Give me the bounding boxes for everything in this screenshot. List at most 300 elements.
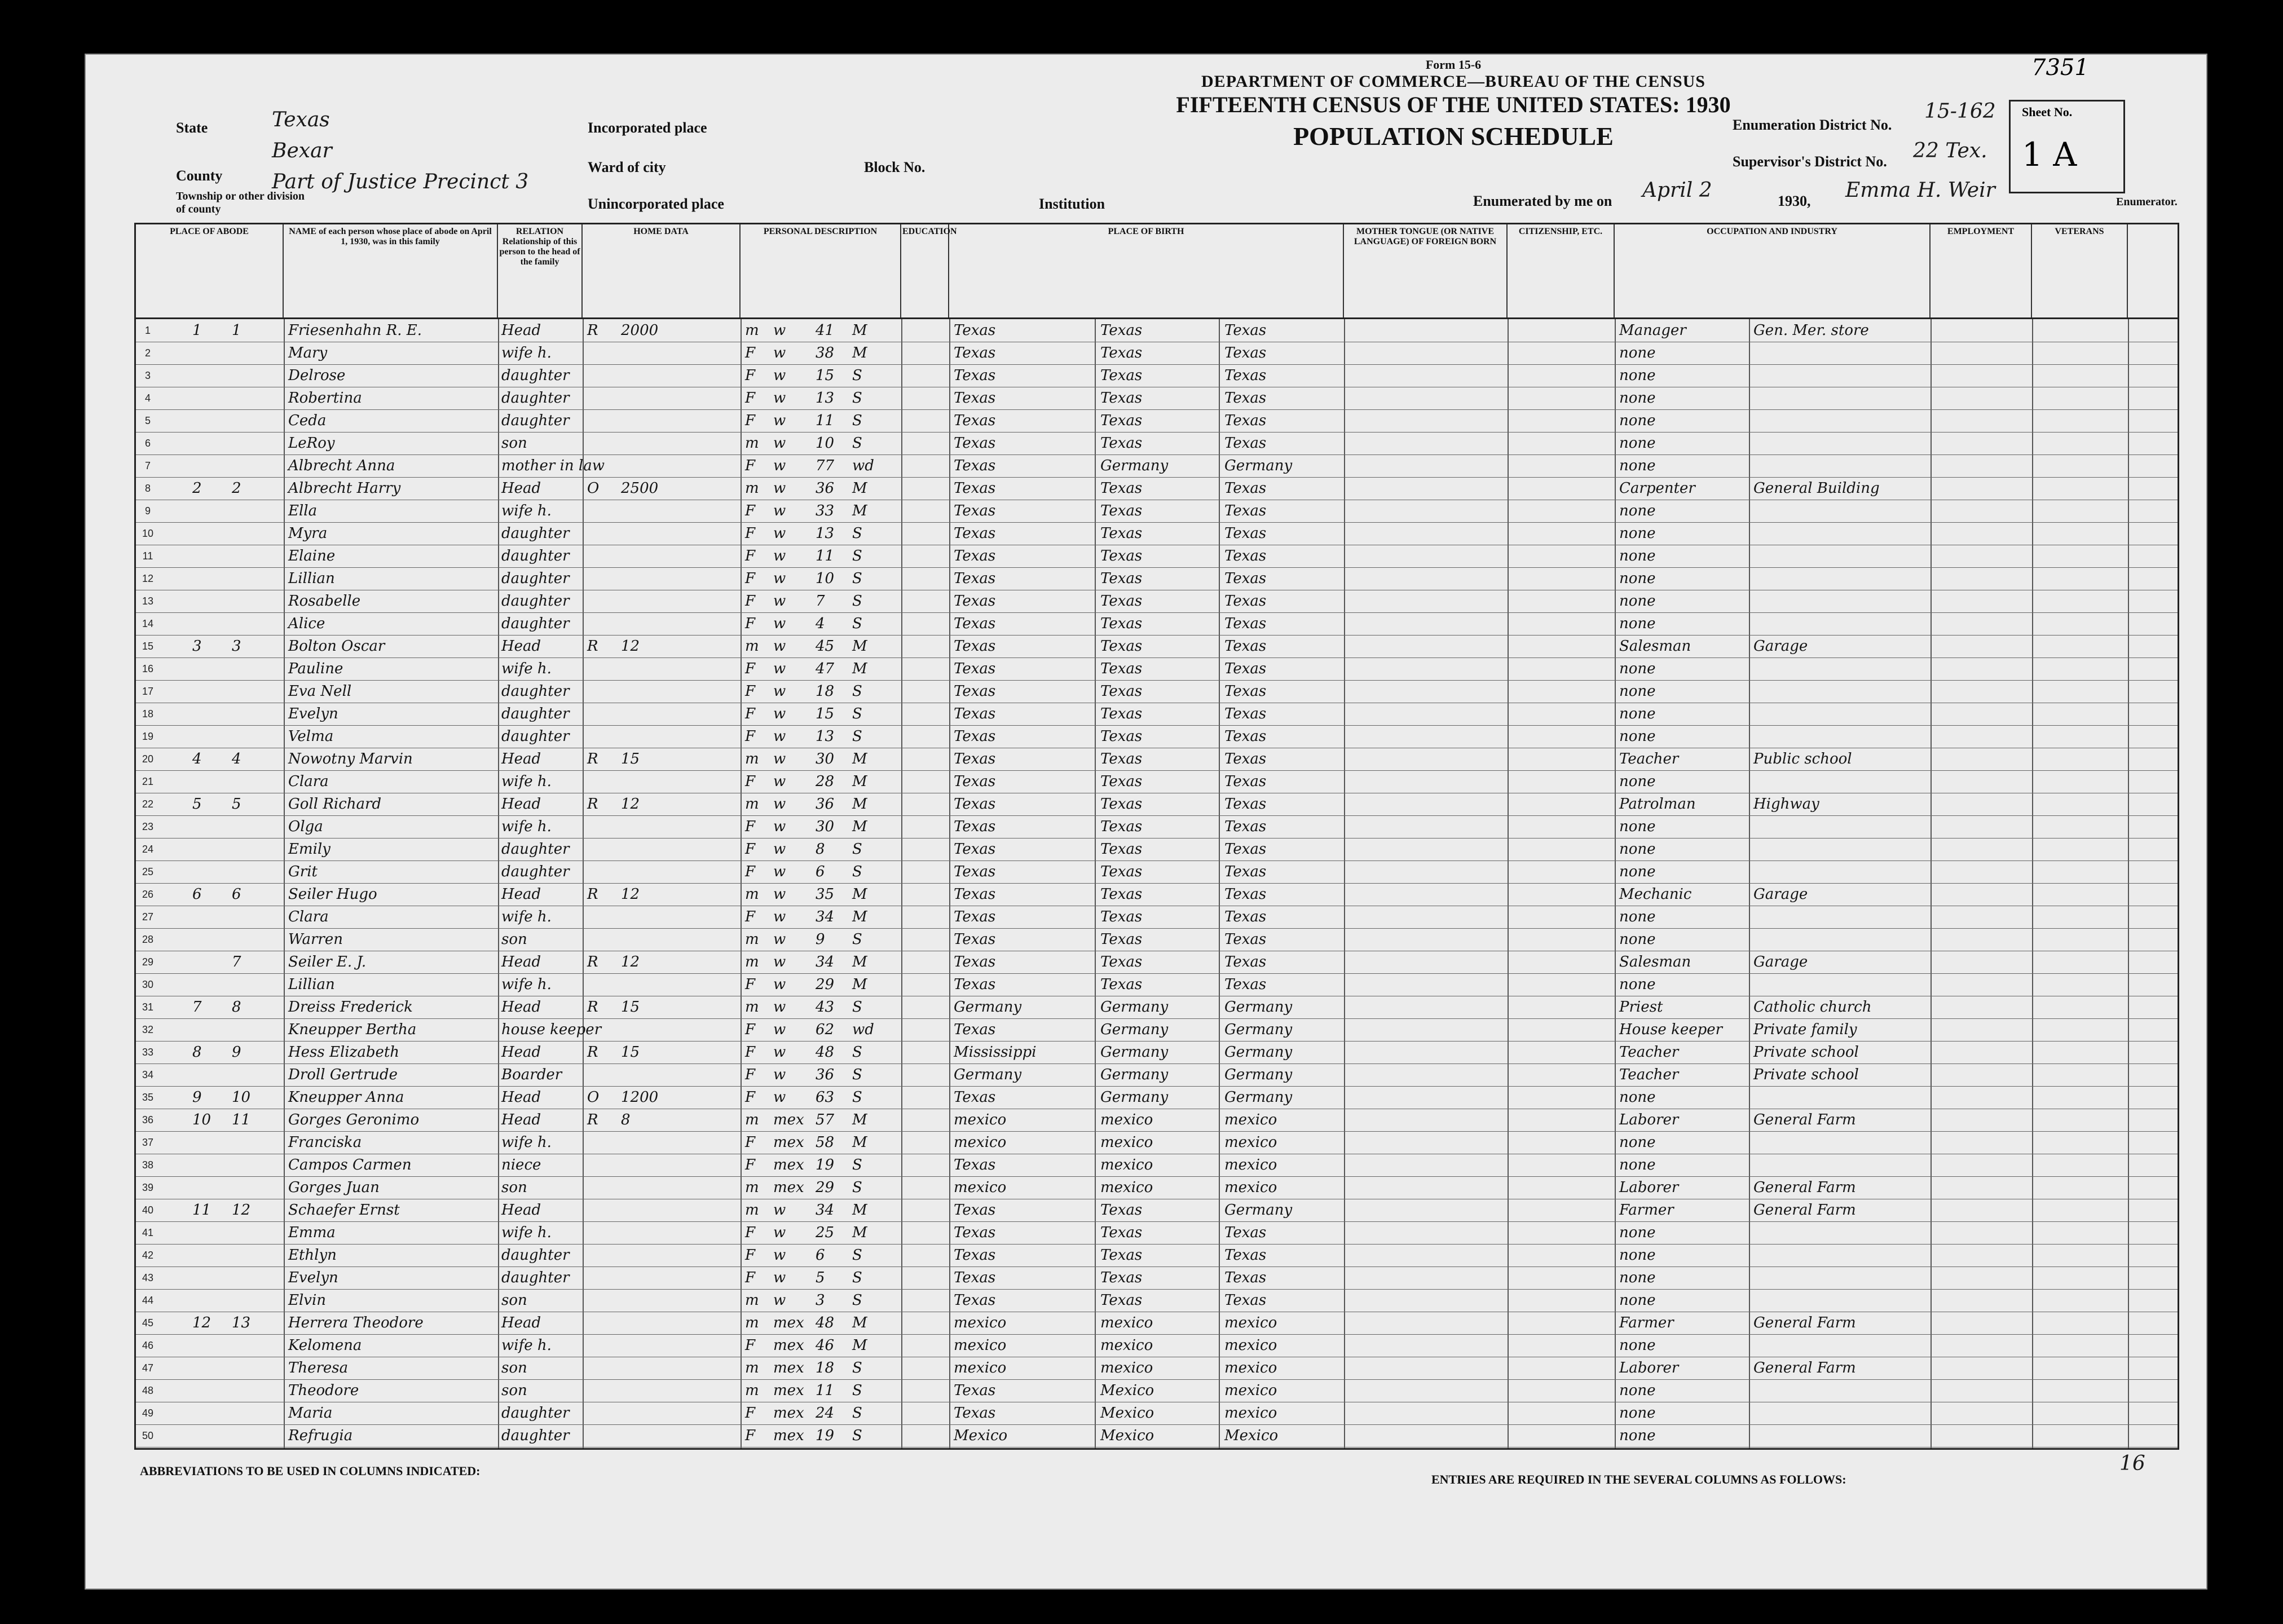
cell-line: 25 <box>142 866 154 877</box>
cell-mpob: Texas <box>1224 976 1267 993</box>
cell-race: w <box>773 525 786 542</box>
cell-mar: S <box>852 728 862 745</box>
cell-ind <box>1753 906 1928 928</box>
cell-mar: S <box>852 841 862 858</box>
cell-name: Bolton Oscar <box>288 638 385 655</box>
cell-dw: 9 <box>192 1089 202 1106</box>
cell-race: w <box>773 322 786 339</box>
cell-name: Grit <box>288 863 318 880</box>
cell-age: 9 <box>816 931 825 948</box>
cell-mar: S <box>852 412 862 429</box>
cell-name: Ethlyn <box>288 1247 337 1264</box>
cell-race: w <box>773 480 786 497</box>
cell-age: 41 <box>816 322 835 339</box>
table-row <box>136 996 2178 1019</box>
cell-ind <box>1753 1086 1928 1109</box>
cell-line: 37 <box>142 1137 154 1148</box>
table-row <box>136 612 2178 636</box>
cell-name: Schaefer Ernst <box>288 1202 400 1219</box>
page-number: 54 <box>2212 148 2234 174</box>
cell-mar: S <box>852 593 862 610</box>
cell-mpob: Texas <box>1224 660 1267 677</box>
cell-race: mex <box>773 1179 804 1196</box>
cell-line: 6 <box>144 438 151 449</box>
cell-ind <box>1753 1131 1928 1154</box>
cell-sex: m <box>745 1202 759 1219</box>
cell-occ: none <box>1619 1269 1656 1286</box>
cell-line: 46 <box>142 1340 154 1351</box>
cell-race: w <box>773 660 786 677</box>
cell-tenure: O <box>587 480 600 497</box>
sheet-number-label: Sheet No. <box>2022 105 2073 119</box>
cell-fpob: Texas <box>1100 818 1143 835</box>
cell-ind: General Farm <box>1753 1111 1856 1128</box>
cell-pob: Texas <box>954 1224 996 1241</box>
cell-age: 57 <box>816 1111 835 1128</box>
table-row <box>136 1312 2178 1335</box>
cell-ind: Garage <box>1753 954 1808 970</box>
cell-race: mex <box>773 1134 804 1151</box>
cell-fpob: Texas <box>1100 1269 1143 1286</box>
cell-mar: S <box>852 390 862 407</box>
cell-tenure <box>587 1063 615 1086</box>
cell-value <box>621 657 677 680</box>
cell-mpob: Texas <box>1224 1292 1267 1309</box>
cell-race: w <box>773 593 786 610</box>
cell-value <box>621 387 677 409</box>
cell-pob: Texas <box>954 525 996 542</box>
table-row <box>136 928 2178 951</box>
cell-value <box>621 522 677 545</box>
cell-value <box>621 680 677 703</box>
cell-ind: General Farm <box>1753 1202 1856 1219</box>
cell-ind: Private school <box>1753 1044 1859 1061</box>
cell-fpob: Texas <box>1100 322 1143 339</box>
cell-pob: Texas <box>954 367 996 384</box>
cell-fpob: Texas <box>1100 570 1143 587</box>
cell-line: 40 <box>142 1204 154 1216</box>
cell-tenure <box>587 725 615 748</box>
cell-value <box>621 1199 677 1221</box>
cell-value <box>621 545 677 567</box>
cell-line: 27 <box>142 911 154 923</box>
cell-tenure: R <box>587 322 598 339</box>
cell-value: 15 <box>621 751 640 767</box>
cell-line: 23 <box>142 821 154 832</box>
cell-occ: none <box>1619 908 1656 925</box>
cell-sex: F <box>745 1134 756 1151</box>
cell-mar: S <box>852 525 862 542</box>
cell-fam <box>232 387 266 409</box>
cell-line: 8 <box>144 483 151 494</box>
cell-pob: Texas <box>954 480 996 497</box>
cell-dw: 5 <box>192 796 202 813</box>
cell-age: 35 <box>816 886 835 903</box>
cell-dw <box>192 1379 226 1402</box>
cell-mar: M <box>852 480 867 497</box>
township-value: Part of Justice Precinct 3 <box>272 170 529 193</box>
cell-line: 16 <box>142 663 154 674</box>
cell-mar: S <box>852 615 862 632</box>
cell-tenure <box>587 1379 615 1402</box>
cell-line: 44 <box>142 1295 154 1306</box>
cell-ind <box>1753 973 1928 996</box>
col-veterans: VETERANS <box>2032 224 2128 317</box>
cell-ind <box>1753 522 1928 545</box>
supervisor-value: 22 Tex. <box>1913 139 1987 162</box>
col-abode: PLACE OF ABODE <box>136 224 284 317</box>
cell-line: 32 <box>142 1024 154 1035</box>
cell-ind <box>1753 1221 1928 1244</box>
cell-value <box>621 1289 677 1312</box>
cell-pob: Texas <box>954 908 996 925</box>
cell-mpob: Texas <box>1224 593 1267 610</box>
table-row <box>136 1041 2178 1064</box>
cell-line: 4 <box>144 392 151 404</box>
cell-fam <box>232 1379 266 1402</box>
cell-sex: m <box>745 435 759 452</box>
cell-value <box>621 1334 677 1357</box>
cell-age: 36 <box>816 1066 835 1083</box>
cell-tenure <box>587 1402 615 1424</box>
cell-ind: Private school <box>1753 1066 1859 1083</box>
cell-fpob: mexico <box>1100 1360 1153 1376</box>
cell-line: 1 <box>144 325 151 336</box>
cell-sex: m <box>745 1314 759 1331</box>
cell-dw <box>192 1334 226 1357</box>
table-row <box>136 906 2178 929</box>
cell-race: w <box>773 570 786 587</box>
cell-line: 30 <box>142 979 154 990</box>
cell-name: Friesenhahn R. E. <box>288 322 422 339</box>
cell-dw <box>192 703 226 725</box>
cell-rel: Head <box>501 886 541 903</box>
cell-name: Evelyn <box>288 705 338 722</box>
cell-occ: none <box>1619 1405 1656 1422</box>
cell-rel: Head <box>501 1111 541 1128</box>
cell-mar: M <box>852 1224 867 1241</box>
enum-district-label: Enumeration District No. <box>1733 117 1892 133</box>
cell-tenure <box>587 1176 615 1199</box>
cell-pob: Texas <box>954 435 996 452</box>
cell-value <box>621 1131 677 1154</box>
cell-sex: F <box>745 593 756 610</box>
cell-value: 8 <box>621 1111 631 1128</box>
cell-occ: Patrolman <box>1619 796 1696 813</box>
cell-race: w <box>773 412 786 429</box>
cell-age: 33 <box>816 502 835 519</box>
cell-race: mex <box>773 1427 804 1444</box>
census-title: FIFTEENTH CENSUS OF THE UNITED STATES: 1930 <box>1176 92 1731 117</box>
cell-rel: son <box>501 931 527 948</box>
cell-mar: S <box>852 1382 862 1399</box>
cell-pob: mexico <box>954 1360 1007 1376</box>
cell-pob: Texas <box>954 1292 996 1309</box>
cell-rel: Head <box>501 1044 541 1061</box>
entries-title: ENTRIES ARE REQUIRED IN THE SEVERAL COLUMNS AS FOLLOWS: <box>1431 1472 1846 1486</box>
cell-mpob: Texas <box>1224 931 1267 948</box>
cell-dw <box>192 612 226 635</box>
cell-line: 33 <box>142 1047 154 1058</box>
cell-mar: wd <box>852 1021 874 1038</box>
cell-pob: Texas <box>954 570 996 587</box>
cell-occ: Teacher <box>1619 1044 1679 1061</box>
cell-fpob: Texas <box>1100 412 1143 429</box>
cell-race: w <box>773 1021 786 1038</box>
cell-fam <box>232 725 266 748</box>
cell-occ: none <box>1619 841 1656 858</box>
cell-value <box>621 770 677 793</box>
cell-rel: Head <box>501 751 541 767</box>
cell-rel: daughter <box>501 705 570 722</box>
cell-sex: F <box>745 1021 756 1038</box>
cell-race: w <box>773 1066 786 1083</box>
cell-name: Eva Nell <box>288 683 352 700</box>
col-relation: RELATION Relationship of this person to the head of the family <box>498 224 583 317</box>
cell-dw <box>192 1176 226 1199</box>
cell-line: 17 <box>142 686 154 697</box>
supervisor-label: Supervisor's District No. <box>1733 153 1887 170</box>
cell-race: w <box>773 863 786 880</box>
cell-dw <box>192 815 226 838</box>
cell-fam: 9 <box>232 1044 241 1061</box>
cell-ind <box>1753 725 1928 748</box>
cell-mpob: mexico <box>1224 1111 1277 1128</box>
cell-fam <box>232 364 266 387</box>
cell-ind <box>1753 680 1928 703</box>
cell-pob: Texas <box>954 1157 996 1173</box>
cell-pob: Texas <box>954 1269 996 1286</box>
cell-fam <box>232 1154 266 1176</box>
cell-race: w <box>773 796 786 813</box>
cell-occ: none <box>1619 976 1656 993</box>
cell-fam: 1 <box>232 322 241 339</box>
cell-mpob: Texas <box>1224 570 1267 587</box>
cell-sex: F <box>745 976 756 993</box>
cell-pob: Texas <box>954 1405 996 1422</box>
cell-dw: 11 <box>192 1202 211 1219</box>
cell-dw: 3 <box>192 638 202 655</box>
state-value: Texas <box>272 108 330 131</box>
cell-mpob: mexico <box>1224 1337 1277 1354</box>
cell-line: 36 <box>142 1114 154 1126</box>
table-row <box>136 680 2178 703</box>
cell-ind: Highway <box>1753 796 1819 813</box>
cell-fam <box>232 522 266 545</box>
cell-occ: none <box>1619 683 1656 700</box>
cell-tenure <box>587 567 615 590</box>
cell-pob: Germany <box>954 999 1022 1016</box>
cell-race: w <box>773 435 786 452</box>
cell-line: 48 <box>142 1385 154 1396</box>
cell-tenure <box>587 612 615 635</box>
cell-value <box>621 860 677 883</box>
table-row <box>136 770 2178 793</box>
cell-mpob: Texas <box>1224 525 1267 542</box>
cell-ind <box>1753 1289 1928 1312</box>
schedule-title: POPULATION SCHEDULE <box>1293 122 1614 151</box>
cell-age: 77 <box>816 457 835 474</box>
cell-age: 63 <box>816 1089 835 1106</box>
cell-name: Elvin <box>288 1292 327 1309</box>
table-row <box>136 1266 2178 1290</box>
cell-rel: wife h. <box>501 1224 552 1241</box>
cell-sex: F <box>745 1044 756 1061</box>
cell-ind <box>1753 612 1928 635</box>
cell-ind <box>1753 545 1928 567</box>
cell-fam <box>232 500 266 522</box>
cell-pob: Texas <box>954 1021 996 1038</box>
cell-value <box>621 567 677 590</box>
cell-value <box>621 928 677 951</box>
cell-tenure <box>587 1199 615 1221</box>
cell-dw <box>192 973 226 996</box>
cell-fpob: Texas <box>1100 773 1143 790</box>
cell-dw <box>192 1266 226 1289</box>
cell-fam <box>232 703 266 725</box>
cell-tenure <box>587 973 615 996</box>
cell-name: Seiler E. J. <box>288 954 367 970</box>
cell-age: 6 <box>816 863 825 880</box>
table-row <box>136 500 2178 523</box>
cell-line: 5 <box>144 415 151 426</box>
cell-tenure <box>587 364 615 387</box>
table-row <box>136 1357 2178 1380</box>
cell-fam <box>232 409 266 432</box>
cell-dw <box>192 1289 226 1312</box>
enumerated-by-label: Enumerated by me on <box>1473 193 1612 209</box>
cell-ind <box>1753 1244 1928 1266</box>
cell-mpob: Texas <box>1224 683 1267 700</box>
cell-rel: daughter <box>501 367 570 384</box>
table-row <box>136 567 2178 590</box>
cell-rel: daughter <box>501 841 570 858</box>
col-personal: PERSONAL DESCRIPTION <box>741 224 901 317</box>
cell-pob: Texas <box>954 615 996 632</box>
cell-ind <box>1753 454 1928 477</box>
cell-fam <box>232 1424 266 1447</box>
cell-fpob: Germany <box>1100 1044 1169 1061</box>
cell-mar: S <box>852 705 862 722</box>
cell-tenure <box>587 657 615 680</box>
cell-rel: daughter <box>501 683 570 700</box>
cell-value <box>621 590 677 612</box>
cell-fpob: Texas <box>1100 796 1143 813</box>
cell-value <box>621 1063 677 1086</box>
cell-race: w <box>773 345 786 361</box>
cell-ind <box>1753 342 1928 364</box>
cell-dw <box>192 1357 226 1379</box>
cell-sex: m <box>745 1111 759 1128</box>
cell-race: w <box>773 638 786 655</box>
cell-rel: wife h. <box>501 818 552 835</box>
cell-sex: m <box>745 931 759 948</box>
cell-pob: Texas <box>954 1382 996 1399</box>
cell-occ: none <box>1619 1292 1656 1309</box>
cell-value <box>621 1266 677 1289</box>
cell-fam: 10 <box>232 1089 251 1106</box>
cell-age: 43 <box>816 999 835 1016</box>
cell-fpob: Texas <box>1100 863 1143 880</box>
cell-sex: F <box>745 1269 756 1286</box>
cell-mpob: Texas <box>1224 954 1267 970</box>
cell-value <box>621 703 677 725</box>
cell-name: Myra <box>288 525 328 542</box>
cell-age: 7 <box>816 593 825 610</box>
cell-dw <box>192 500 226 522</box>
cell-rel: wife h. <box>501 1337 552 1354</box>
cell-rel: daughter <box>501 390 570 407</box>
cell-dw <box>192 1402 226 1424</box>
cell-ind <box>1753 432 1928 454</box>
cell-race: w <box>773 751 786 767</box>
cell-tenure <box>587 815 615 838</box>
cell-mpob: Texas <box>1224 390 1267 407</box>
cell-mpob: Texas <box>1224 818 1267 835</box>
cell-dw <box>192 1221 226 1244</box>
cell-rel: Head <box>501 796 541 813</box>
cell-value <box>621 1312 677 1334</box>
cell-ind: Garage <box>1753 638 1808 655</box>
cell-line: 13 <box>142 595 154 607</box>
cell-mar: M <box>852 1134 867 1151</box>
cell-fam: 13 <box>232 1314 251 1331</box>
cell-occ: none <box>1619 457 1656 474</box>
cell-pob: Texas <box>954 863 996 880</box>
cell-fpob: Texas <box>1100 615 1143 632</box>
cell-occ: none <box>1619 818 1656 835</box>
table-row <box>136 973 2178 996</box>
cell-age: 13 <box>816 728 835 745</box>
cell-occ: none <box>1619 570 1656 587</box>
cell-value <box>621 1379 677 1402</box>
cell-name: Mary <box>288 345 328 361</box>
cell-fam: 6 <box>232 886 241 903</box>
cell-mar: M <box>852 502 867 519</box>
cell-dw <box>192 1244 226 1266</box>
cell-mar: S <box>852 1247 862 1264</box>
cell-fpob: Germany <box>1100 457 1169 474</box>
institution-label: Institution <box>1039 196 1105 212</box>
cell-rel: Boarder <box>501 1066 562 1083</box>
cell-mpob: Texas <box>1224 412 1267 429</box>
cell-tenure <box>587 454 615 477</box>
cell-occ: Teacher <box>1619 1066 1679 1083</box>
county-label: County <box>176 167 223 184</box>
cell-sex: F <box>745 1427 756 1444</box>
cell-value: 12 <box>621 954 640 970</box>
cell-mar: S <box>852 931 862 948</box>
table-row <box>136 1176 2178 1199</box>
cell-line: 7 <box>144 460 151 471</box>
cell-name: Velma <box>288 728 334 745</box>
cell-name: Droll Gertrude <box>288 1066 398 1083</box>
table-row <box>136 432 2178 455</box>
cell-tenure <box>587 500 615 522</box>
cell-fam <box>232 1266 266 1289</box>
cell-dw: 10 <box>192 1111 211 1128</box>
cell-ind <box>1753 1402 1928 1424</box>
cell-ind: Private family <box>1753 1021 1857 1038</box>
cell-sex: F <box>745 1224 756 1241</box>
cell-name: Lillian <box>288 976 335 993</box>
cell-line: 12 <box>142 573 154 584</box>
table-row <box>136 635 2178 658</box>
cell-tenure <box>587 590 615 612</box>
cell-value <box>621 973 677 996</box>
cell-dw <box>192 342 226 364</box>
cell-sex: F <box>745 615 756 632</box>
